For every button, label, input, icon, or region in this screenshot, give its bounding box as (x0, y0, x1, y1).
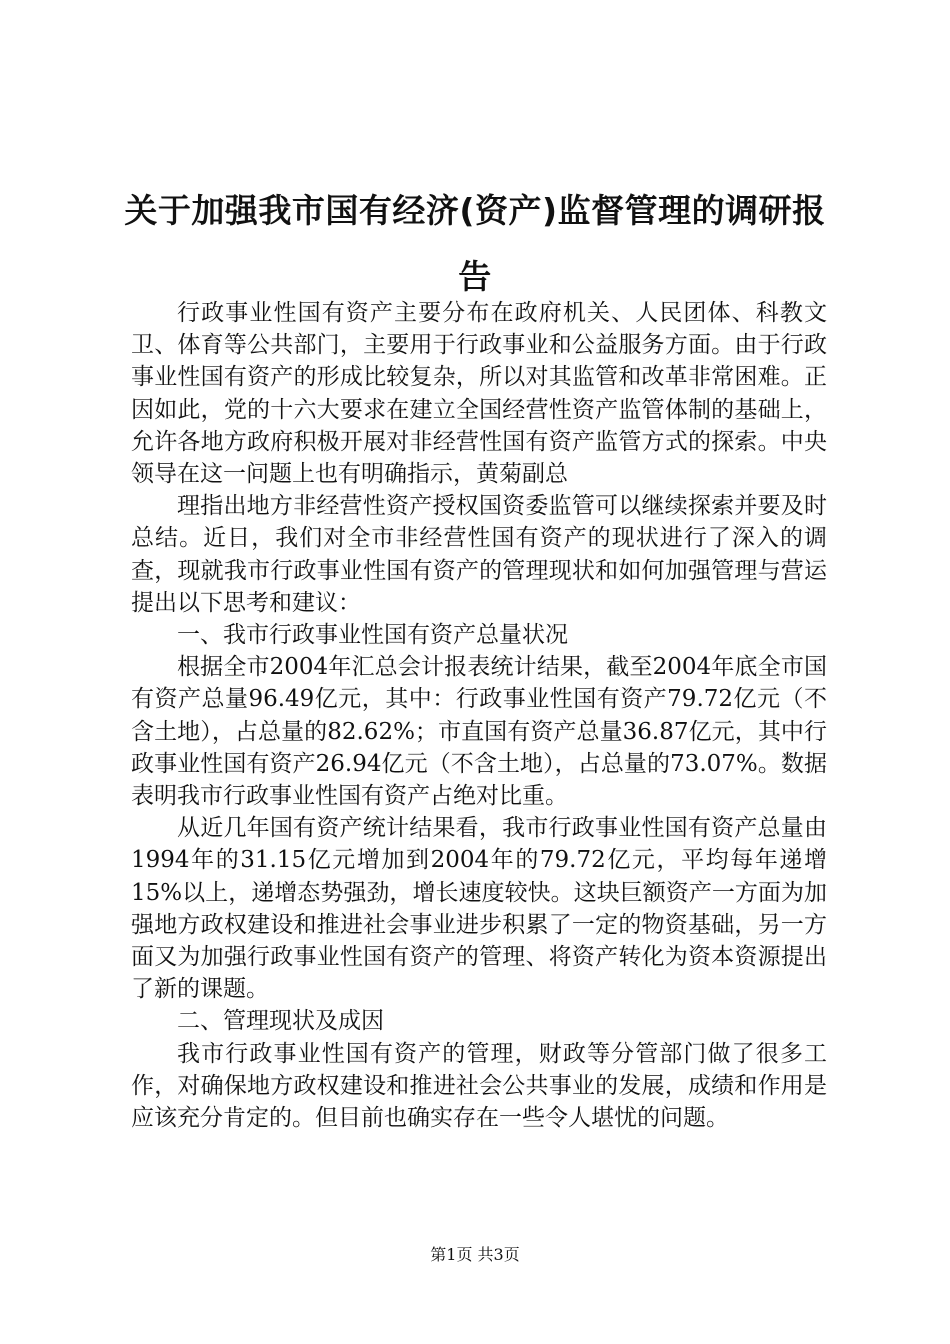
document-title: 关于加强我市国有经济(资产)监督管理的调研报告 (124, 191, 826, 296)
paragraph-management-status: 我市行政事业性国有资产的管理，财政等分管部门做了很多工作，对确保地方政权建设和推进社会公共事业的发展，成绩和作用是应该充分肯定的。但目前也确实存在一些令人堪忧的问题。 (131, 1040, 827, 1132)
paragraph-intro-continued: 理指出地方非经营性资产授权国资委监管可以继续探索并要及时总结。近日，我们对全市非经营性国有资产的现状进行了深入的调查，现就我市行政事业性国有资产的管理现状和如何加强管理与营运提出以下思考和建议： (131, 493, 827, 616)
page-footer: 第1页 共3页 (430, 1245, 520, 1264)
section-heading-1: 一、我市行政事业性国有资产总量状况 (177, 622, 568, 649)
section-heading-2: 二、管理现状及成因 (177, 1008, 384, 1035)
paragraph-intro: 行政事业性国有资产主要分布在政府机关、人民团体、科教文卫、体育等公共部门，主要用于行政事业和公益服务方面。由于行政事业性国有资产的形成比较复杂，所以对其监管和改革非常困难。正因如此，党的十六大要求在建立全国经营性资产监管体制的基础上，允许各地方政府积极开展对非经营性国有资产监管方式的探索。中央领导在这一问题上也有明确指示，黄菊副总 (131, 300, 827, 488)
paragraph-asset-totals: 根据全市2004年汇总会计报表统计结果，截至2004年底全市国有资产总量96.49亿元，其中：行政事业性国有资产79.72亿元（不含土地），占总量的82.62%；市直国有资产总量36.87亿元，其中行政事业性国有资产26.94亿元（不含土地），占总量的73.07%。数据表明我市行政事业性国有资产占绝对比重。 (131, 654, 827, 810)
document-body (131, 297, 827, 1134)
paragraph-asset-growth: 从近几年国有资产统计结果看，我市行政事业性国有资产总量由1994年的31.15亿元增加到2004年的79.72亿元，平均每年递增15%以上，递增态势强劲，增长速度较快。这块巨额资产一方面为加强地方政权建设和推进社会事业进步积累了一定的物资基础，另一方面又为加强行政事业性国有资产的管理、将资产转化为资本资源提出了新的课题。 (131, 815, 827, 1003)
